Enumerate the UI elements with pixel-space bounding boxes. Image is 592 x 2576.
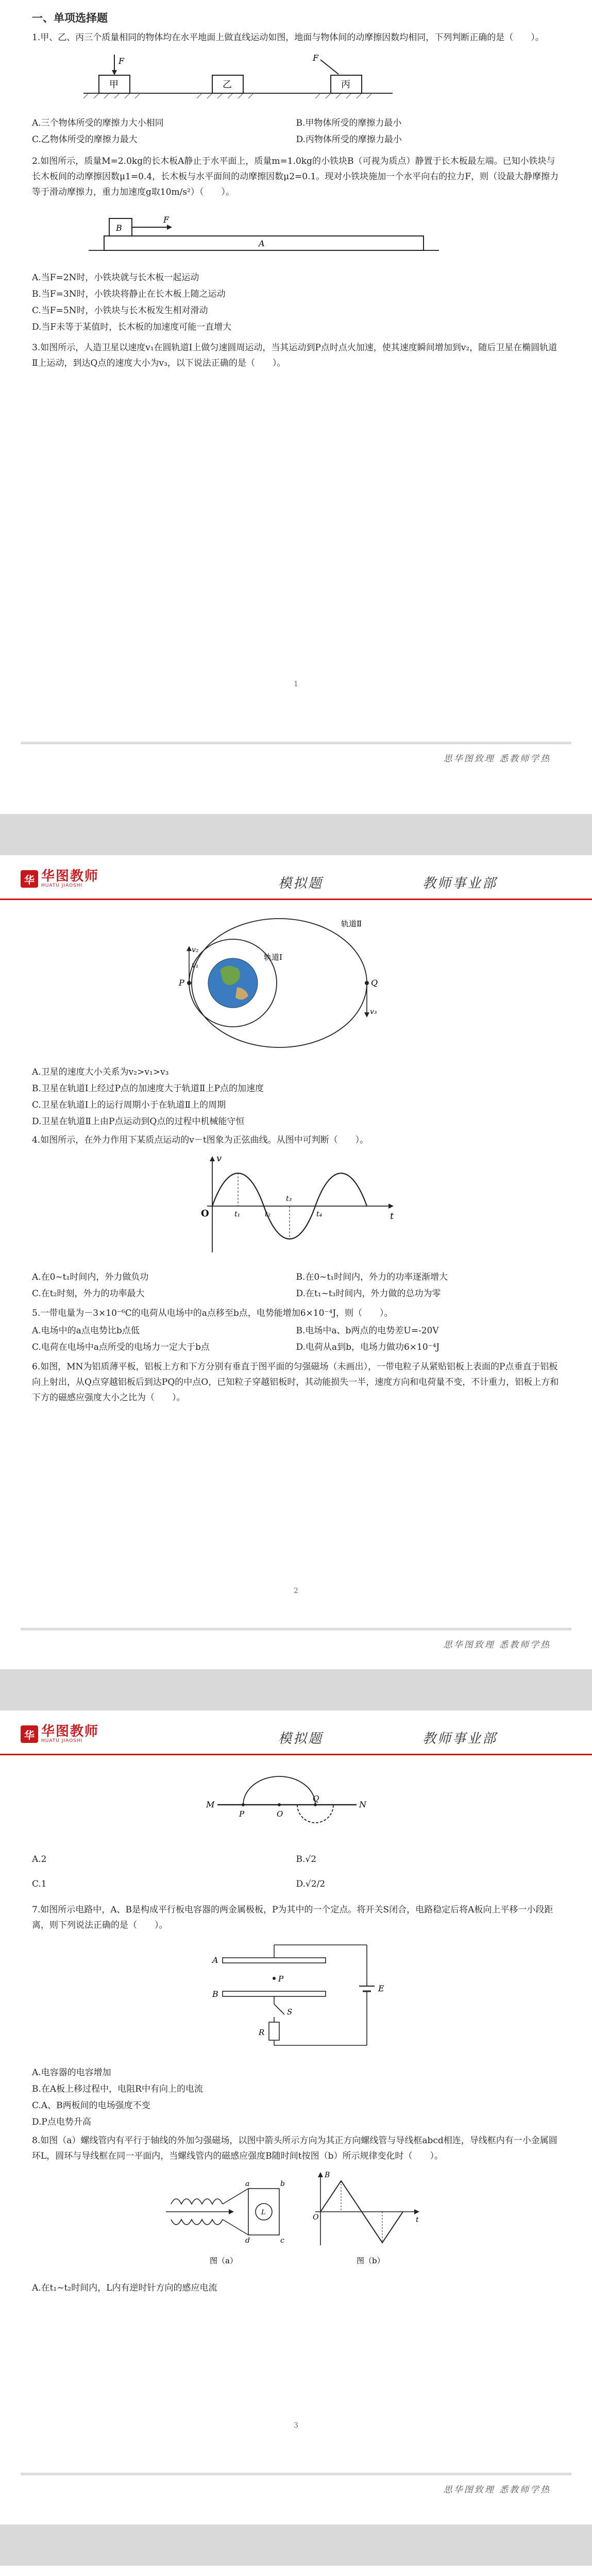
q6-option-b: B.√2 xyxy=(296,1854,317,1865)
q1-option-d: D.丙物体所受的摩擦力最小 xyxy=(296,134,402,145)
svg-text:v₂: v₂ xyxy=(192,946,199,954)
q3-options xyxy=(32,1064,560,1129)
header-title: 模拟题 xyxy=(278,1731,324,1747)
page-3-footer: 思华图致理 悉教师学热 xyxy=(21,2473,571,2504)
svg-text:v: v xyxy=(216,1153,222,1164)
q1-label-bing: 丙 xyxy=(341,79,350,90)
svg-text:t₁: t₁ xyxy=(234,1210,241,1218)
q3-option-b: B.卫星在轨道Ⅰ上经过P点的加速度大于轨道Ⅱ上P点的加速度 xyxy=(32,1083,264,1094)
svg-text:P: P xyxy=(278,1974,284,1984)
svg-text:E: E xyxy=(378,1984,384,1993)
q2-stem: 2.如图所示，质量M=2.0kg的长木板A静止于水平面上，质量m=1.0kg的小铁块B（可视为质点）静置于长木板最左端。已知小铁块与长木板间的动摩擦因数μ1=0.4，长木板与水平面间的动摩擦因数μ2=0.1。现对小铁块施加一个水平向右的拉力F，则（设最大静摩擦力等于滑动摩擦力，重力加速度g取10m/s²）（ ）。 xyxy=(32,156,559,197)
svg-text:F: F xyxy=(313,53,319,63)
q1-diagram xyxy=(32,49,424,106)
svg-text:b: b xyxy=(280,2180,285,2188)
q2-options xyxy=(32,270,560,335)
page-4 xyxy=(0,2566,592,2576)
svg-text:O: O xyxy=(313,2213,319,2222)
svg-text:P: P xyxy=(239,1809,245,1819)
q1-stem: 1.甲、乙、丙三个质量相同的物体均在水平地面上做直线运动如图，地面与物体间的动摩擦因数均相同，下列判断正确的是（ ）。 xyxy=(32,32,544,43)
q4-stem: 4.如图所示，在外力作用下某质点运动的v－t图象为正弦曲线。从图中可判断（ ）。 xyxy=(32,1135,369,1145)
svg-text:N: N xyxy=(359,1800,366,1809)
q4-option-d: D.在t₁~t₃时间内，外力做的总功为零 xyxy=(296,1289,441,1299)
q1-label-yi: 乙 xyxy=(223,79,232,90)
q3-option-d: D.卫星在轨道Ⅱ上由P点运动到Q点的过程中机械能守恒 xyxy=(32,1116,245,1127)
q5-option-b: B.电场中a、b两点的电势差U=-20V xyxy=(296,1326,439,1336)
q6-figure xyxy=(202,1771,560,1843)
svg-text:v₁: v₁ xyxy=(192,961,199,970)
q7-option-c: C.A、B两板间的电场强度不变 xyxy=(32,2100,150,2111)
page-3-number: 3 xyxy=(294,2421,298,2430)
q5-option-a: A.电场中的a点电势比b点低 xyxy=(32,1326,140,1336)
svg-text:图（b）: 图（b） xyxy=(357,2256,385,2265)
header-dept: 教师事业部 xyxy=(422,876,498,891)
svg-text:轨道Ⅰ: 轨道Ⅰ xyxy=(264,953,282,962)
svg-text:图（a）: 图（a） xyxy=(210,2256,238,2265)
page-2-number: 2 xyxy=(294,1587,298,1595)
svg-text:t₃: t₃ xyxy=(286,1195,292,1203)
q6-option-a: A.2 xyxy=(32,1854,47,1865)
svg-text:a: a xyxy=(245,2180,250,2188)
svg-text:Q: Q xyxy=(313,1794,319,1803)
q3-option-c: C.卫星在轨道Ⅰ上的运行周期小于在轨道Ⅱ上的周期 xyxy=(32,1100,226,1110)
q6-option-c: C.1 xyxy=(32,1879,47,1889)
q8-option-a: A.在t₁~t₂时间内，L内有逆时针方向的感应电流 xyxy=(32,2283,217,2293)
q7-figure xyxy=(187,1937,560,2061)
q4-option-c: C.在t₂时刻，外力的功率最大 xyxy=(32,1289,145,1299)
page-1-footer: 思华图致理 悉教师学热 xyxy=(21,742,571,773)
q7-stem: 7.如图所示电路中，A、B是构成平行板电容器的两金属极板，P为其中的一个定点。将开关S闭合，电路稳定后将A板向上平移一小段距离，则下列说法正确的是（ ）。 xyxy=(32,1905,553,1930)
q8-stem: 8.如图（a）螺线管内有平行于轴线的外加匀强磁场，以图中箭头所示方向为其正方向螺线管与导线框abcd相连，导线框内有一小金属圆环L，圆环与导线框在同一平面内，当螺线管内的磁感应强度B随时间t按图（b）所示规律变化时（ ）。 xyxy=(32,2136,557,2161)
q1-figure xyxy=(32,49,560,111)
q8-figure xyxy=(161,2168,560,2276)
q4-figure xyxy=(187,1152,560,1265)
q7-option-a: A.电容器的电容增加 xyxy=(32,2067,111,2078)
svg-text:t₄: t₄ xyxy=(316,1210,323,1218)
svg-text:F: F xyxy=(119,56,125,66)
svg-text:Q: Q xyxy=(371,978,378,988)
page-3-header xyxy=(0,1710,592,1756)
svg-text:c: c xyxy=(280,2236,284,2245)
q1-option-b: B.甲物体所受的摩擦力最小 xyxy=(296,118,402,128)
q5-option-d: D.电荷从a到b，电场力做功6×10⁻⁴J xyxy=(296,1342,440,1352)
q3-option-a: A.卫星的速度大小关系为v₂>v₁>v₃ xyxy=(32,1067,169,1077)
q6-option-d: D.√2/2 xyxy=(296,1879,326,1889)
q5-options xyxy=(32,1323,560,1356)
q1-option-a: A.三个物体所受的摩擦力大小相同 xyxy=(32,118,164,128)
q3-stem: 3.如图所示，人造卫星以速度v₁在圆轨道Ⅰ上做匀速圆周运动，当其运动到P点时点火加速，使其速度瞬间增加到v₂，随后卫星在椭圆轨道Ⅱ上运动，到达Q点的速度大小为v₃，以下说法正确的是（ ）。 xyxy=(32,343,557,368)
svg-text:B: B xyxy=(116,223,122,233)
q2-diagram xyxy=(32,204,475,261)
page-1-content xyxy=(32,10,560,373)
page-2-footer: 思华图致理 悉教师学热 xyxy=(21,1628,571,1659)
svg-text:L: L xyxy=(261,2209,266,2216)
svg-text:R: R xyxy=(259,2028,265,2037)
q8-fig-b xyxy=(313,2171,419,2265)
svg-text:P: P xyxy=(179,978,184,988)
svg-text:v₃: v₃ xyxy=(370,1008,377,1016)
section-single-choice: 一、单项选择题 xyxy=(32,12,108,24)
brand-logo: 华 华图教师 HUATU JIAOSHI xyxy=(21,1725,99,1743)
page-3-content xyxy=(32,1767,560,2297)
q4-vt-graph xyxy=(187,1152,403,1260)
svg-text:d: d xyxy=(245,2236,250,2245)
svg-text:O: O xyxy=(201,1208,209,1219)
q2-option-b: B.当F=3N时，小铁块将静止在长木板上随之运动 xyxy=(32,289,226,299)
svg-text:O: O xyxy=(277,1809,283,1819)
svg-text:B: B xyxy=(325,2171,330,2179)
q6-plate-diagram xyxy=(202,1771,372,1838)
q6-options xyxy=(32,1848,560,1897)
page-4-header xyxy=(0,2566,592,2576)
svg-text:A: A xyxy=(259,239,265,248)
q4-option-a: A.在0~t₁时间内，外力做负功 xyxy=(32,1272,149,1282)
svg-text:t: t xyxy=(416,2216,419,2224)
svg-text:t: t xyxy=(390,1211,394,1222)
svg-text:M: M xyxy=(206,1800,215,1809)
q5-option-c: C.电荷在电场中a点所受的电场力一定大于b点 xyxy=(32,1342,210,1352)
svg-text:t₂: t₂ xyxy=(265,1210,271,1218)
page-2 xyxy=(0,855,592,1669)
header-title: 模拟题 xyxy=(278,876,324,891)
q4-options xyxy=(32,1269,560,1302)
q8-fig-a xyxy=(166,2180,285,2265)
q1-option-c: C.乙物体所受的摩擦力最大 xyxy=(32,134,138,145)
q2-option-a: A.当F=2N时，小铁块就与长木板一起运动 xyxy=(32,273,199,283)
page-2-content xyxy=(32,907,560,1408)
q2-figure xyxy=(32,204,560,266)
q6-stem: 6.如图，MN为铝质薄平板，铝板上方和下方分别有垂直于图平面的匀强磁场（未画出），一带电粒子从紧贴铝板上表面的P点垂直于铝板向上射出，从Q点穿越铝板后到达PQ的中点O，已知粒子穿越铝板时，其动能损失一半，速度方向和电荷量不变，不计重力，铝板上方和下方的磁感应强度大小之比为（ ）。 xyxy=(32,1362,559,1403)
svg-text:轨道Ⅱ: 轨道Ⅱ xyxy=(341,919,362,928)
q1-label-jia: 甲 xyxy=(109,79,119,90)
q8-diagrams xyxy=(161,2168,429,2271)
header-dept: 教师事业部 xyxy=(422,1731,498,1747)
q2-option-d: D.当F未等于某值时，长木板的加速度可能一直增大 xyxy=(32,322,232,332)
brand-logo: 华 华图教师 HUATU JIAOSHI xyxy=(21,870,99,888)
q2-option-c: C.当F=5N时，小铁块与长木板发生相对滑动 xyxy=(32,306,208,316)
q7-option-b: B.在A板上移过程中，电阻R中有向上的电流 xyxy=(32,2084,203,2094)
svg-text:B: B xyxy=(212,1989,218,1999)
svg-text:F: F xyxy=(163,215,170,225)
svg-text:A: A xyxy=(212,1955,218,1965)
page-1-number: 1 xyxy=(294,680,298,688)
q7-circuit xyxy=(187,1937,403,2056)
page-3 xyxy=(0,1710,592,2524)
page-1 xyxy=(0,0,592,814)
q4-option-b: B.在0~t₁时间内，外力的功率逐渐增大 xyxy=(296,1272,448,1282)
q7-options xyxy=(32,2065,560,2130)
q3-orbit-diagram xyxy=(176,911,393,1055)
page-2-header xyxy=(0,855,592,901)
q1-options xyxy=(32,115,560,148)
q5-stem: 5.一带电量为－3×10⁻⁶C的电荷从电场中的a点移至b点，电势能增加6×10⁻⁴J，则（ ）。 xyxy=(32,1308,393,1318)
q7-option-d: D.P点电势升高 xyxy=(32,2117,91,2127)
svg-text:S: S xyxy=(287,2007,293,2016)
q3-figure xyxy=(176,911,560,1060)
